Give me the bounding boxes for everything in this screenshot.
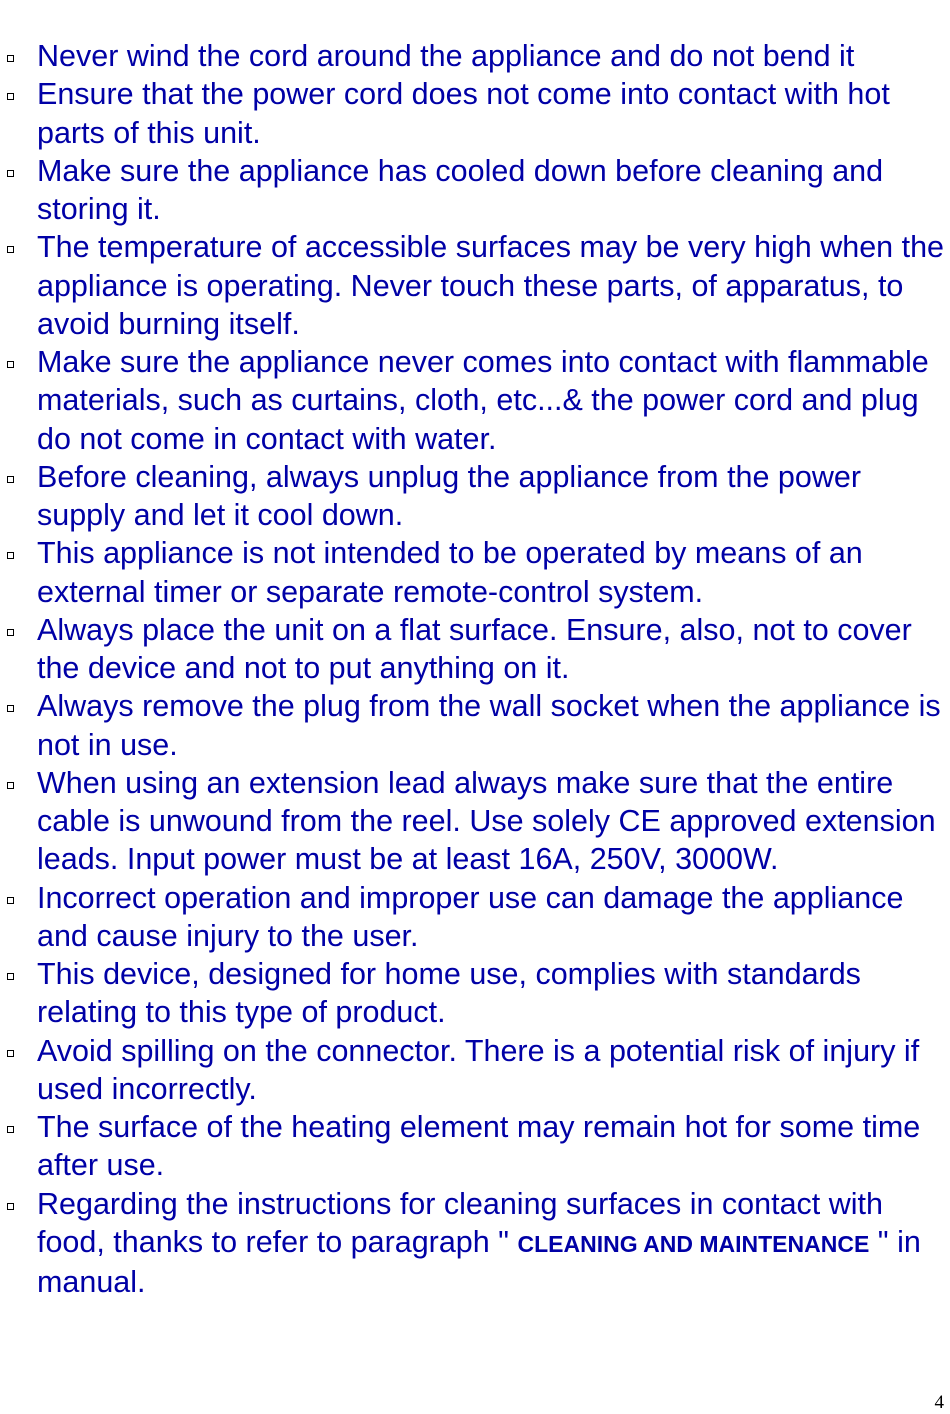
instruction-text: Never wind the cord around the appliance and do not bend it bbox=[37, 39, 855, 73]
instruction-text: Make sure the appliance never comes into contact with flammable materials, such as curtains, cloth, etc...& the power cord and plug do not come in contact with water. bbox=[37, 345, 929, 456]
instruction-text: Before cleaning, always unplug the appliance from the power supply and let it cool down. bbox=[37, 459, 862, 532]
list-item bbox=[0, 1108, 950, 1185]
square-bullet-icon bbox=[7, 1050, 14, 1057]
square-bullet-icon bbox=[7, 552, 14, 559]
list-item bbox=[0, 764, 950, 879]
square-bullet-icon bbox=[7, 170, 14, 177]
square-bullet-icon bbox=[7, 55, 14, 62]
instruction-text: Always place the unit on a flat surface. Ensure, also, not to cover the device and not to put anything on it. bbox=[37, 612, 912, 685]
section-reference: CLEANING AND MAINTENANCE bbox=[517, 1230, 870, 1257]
square-bullet-icon bbox=[7, 93, 14, 100]
list-item bbox=[0, 1185, 950, 1302]
list-item bbox=[0, 955, 950, 1032]
square-bullet-icon bbox=[7, 897, 14, 904]
list-item bbox=[0, 1032, 950, 1109]
list-item bbox=[0, 458, 950, 535]
instruction-text: Ensure that the power cord does not come into contact with hot parts of this unit. bbox=[37, 77, 890, 150]
square-bullet-icon bbox=[7, 476, 14, 483]
square-bullet-icon bbox=[7, 705, 14, 712]
list-item bbox=[0, 687, 950, 764]
square-bullet-icon bbox=[7, 973, 14, 980]
list-item bbox=[0, 228, 950, 343]
safety-instructions-list bbox=[0, 37, 950, 1301]
instruction-text-prefix: Regarding the instructions for cleaning surfaces in contact with food, thanks to refer to paragraph " bbox=[37, 1186, 883, 1259]
instruction-text: When using an extension lead always make sure that the entire cable is unwound from the reel. Use solely CE approved extension leads. Input power must be at least 16A, 250V, 3000W. bbox=[37, 765, 936, 877]
instruction-text-suffix: " in manual. bbox=[37, 1224, 921, 1299]
instruction-text: Avoid spilling on the connector. There is a potential risk of injury if used incorrectly. bbox=[37, 1033, 920, 1106]
list-item bbox=[0, 534, 950, 611]
list-item bbox=[0, 75, 950, 152]
square-bullet-icon bbox=[7, 1126, 14, 1133]
instruction-text: The surface of the heating element may remain hot for some time after use. bbox=[37, 1110, 921, 1183]
instruction-text: This device, designed for home use, complies with standards relating to this type of product. bbox=[37, 957, 861, 1030]
square-bullet-icon bbox=[7, 629, 14, 636]
square-bullet-icon bbox=[7, 246, 14, 253]
list-item bbox=[0, 879, 950, 956]
instruction-text: The temperature of accessible surfaces may be very high when the appliance is operating. Never touch these parts, of apparatus, to avoid burning itself. bbox=[37, 230, 944, 341]
square-bullet-icon bbox=[7, 782, 14, 789]
list-item bbox=[0, 611, 950, 688]
list-item bbox=[0, 343, 950, 458]
square-bullet-icon bbox=[7, 361, 14, 368]
square-bullet-icon bbox=[7, 1203, 14, 1210]
instruction-text: Make sure the appliance has cooled down before cleaning and storing it. bbox=[37, 153, 884, 226]
instruction-text: This appliance is not intended to be operated by means of an external timer or separate remote-control system. bbox=[37, 536, 863, 609]
list-item bbox=[0, 152, 950, 229]
page-number: 4 bbox=[934, 1392, 944, 1413]
list-item bbox=[0, 37, 950, 75]
instruction-text: Always remove the plug from the wall socket when the appliance is not in use. bbox=[37, 689, 941, 762]
instruction-text: Incorrect operation and improper use can damage the appliance and cause injury to the user. bbox=[37, 880, 904, 953]
